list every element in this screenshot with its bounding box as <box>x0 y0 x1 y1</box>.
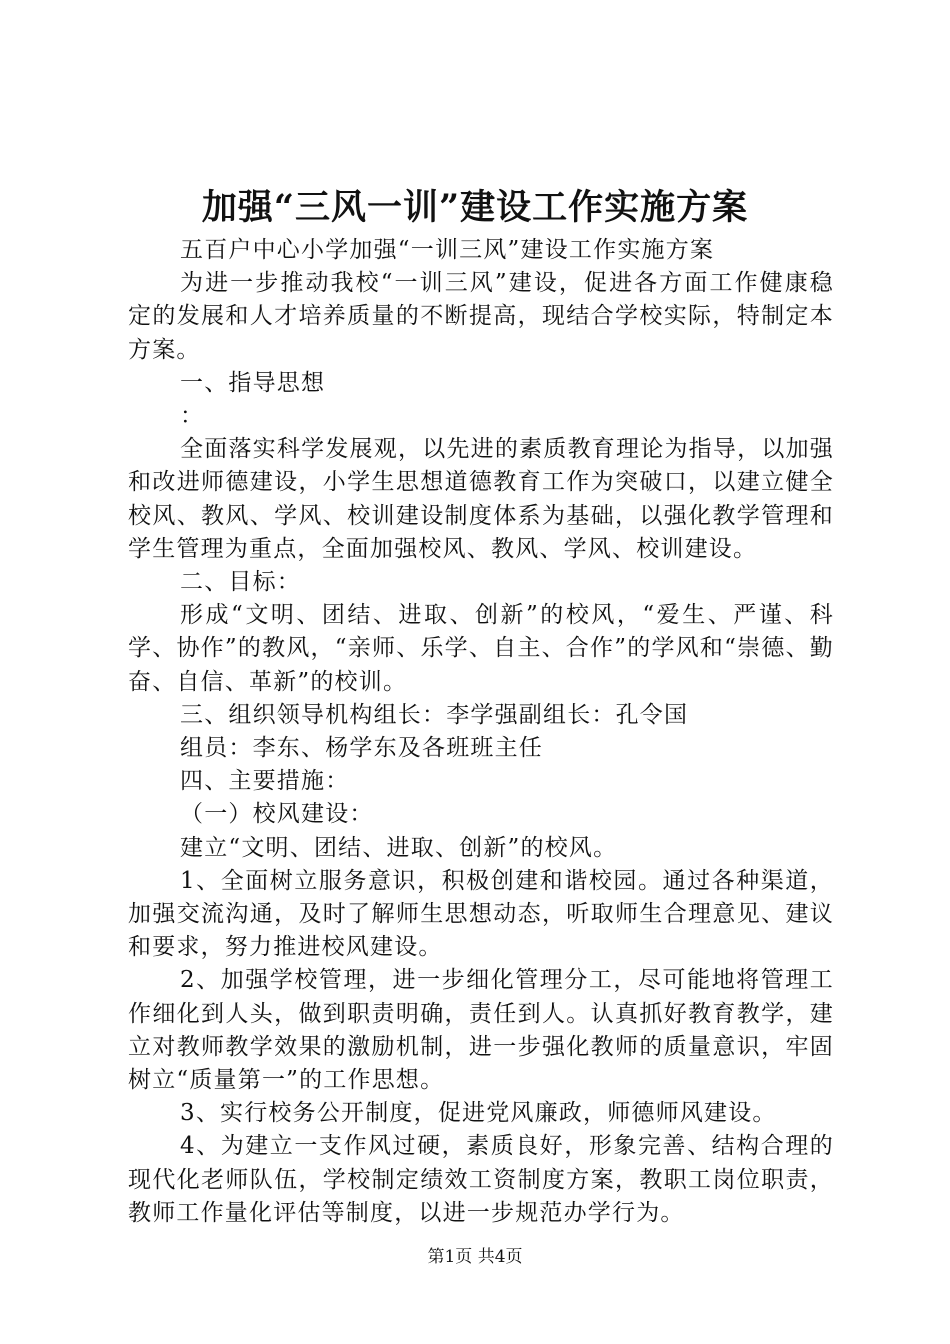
section-heading: 一、指导思想 <box>180 369 326 396</box>
document-body <box>128 234 834 1230</box>
paragraph: 五百户中心小学加强“一训三风”建设工作实施方案 <box>180 237 715 263</box>
section-heading: 二、目标： <box>180 569 301 596</box>
page-number: 第1页 共4页 <box>427 1247 523 1267</box>
paragraph: ： <box>180 403 205 430</box>
paragraph: 全面落实科学发展观，以先进的素质教育理论为指导，以加强和改进师德建设，小学生思想道德教育工作为突破口，以建立健全校风、教风、学风、校训建设制度体系为基础，以强化教学管理和学生管理为重点，全面加强校风、教风、学风、校训建设。 <box>128 436 834 562</box>
paragraph: 1、全面树立服务意识，积极创建和谐校园。通过各种渠道，加强交流沟通，及时了解师生思想动态，听取师生合理意见、建议和要求，努力推进校风建设。 <box>128 867 834 961</box>
paragraph: 建立“文明、团结、进取、创新”的校风。 <box>180 834 618 861</box>
document-title: 加强“三风一训”建设工作实施方案 <box>201 187 749 228</box>
subsection-heading: （一）校风建设： <box>180 801 374 828</box>
paragraph: 2、加强学校管理，进一步细化管理分工，尽可能地将管理工作细化到人头，做到职责明确，责任到人。认真抓好教育教学，建立对教师教学效果的激励机制，进一步强化教师的质量意识，牢固树立“质量第一”的工作思想。 <box>128 967 834 1094</box>
paragraph: 为进一步推动我校“一训三风”建设，促进各方面工作健康稳定的发展和人才培养质量的不断提高，现结合学校实际，特制定本方案。 <box>128 270 834 363</box>
paragraph: 3、实行校务公开制度，促进党风廉政，师德师风建设。 <box>180 1100 777 1127</box>
section-heading: 三、组织领导机构组长：李学强副组长：孔令国 <box>180 701 689 728</box>
paragraph: 组员：李东、杨学东及各班班主任 <box>180 735 543 762</box>
section-heading: 四、主要措施： <box>180 768 350 795</box>
paragraph: 4、为建立一支作风过硬，素质良好，形象完善、结构合理的现代化老师队伍，学校制定绩效工资制度方案，教职工岗位职责，教师工作量化评估等制度，以进一步规范办学行为。 <box>128 1133 834 1226</box>
paragraph: 形成“文明、团结、进取、创新”的校风，“爱生、严谨、科学、协作”的教风，“亲师、乐学、自主、合作”的学风和“崇德、勤奋、自信、革新”的校训。 <box>128 602 834 695</box>
